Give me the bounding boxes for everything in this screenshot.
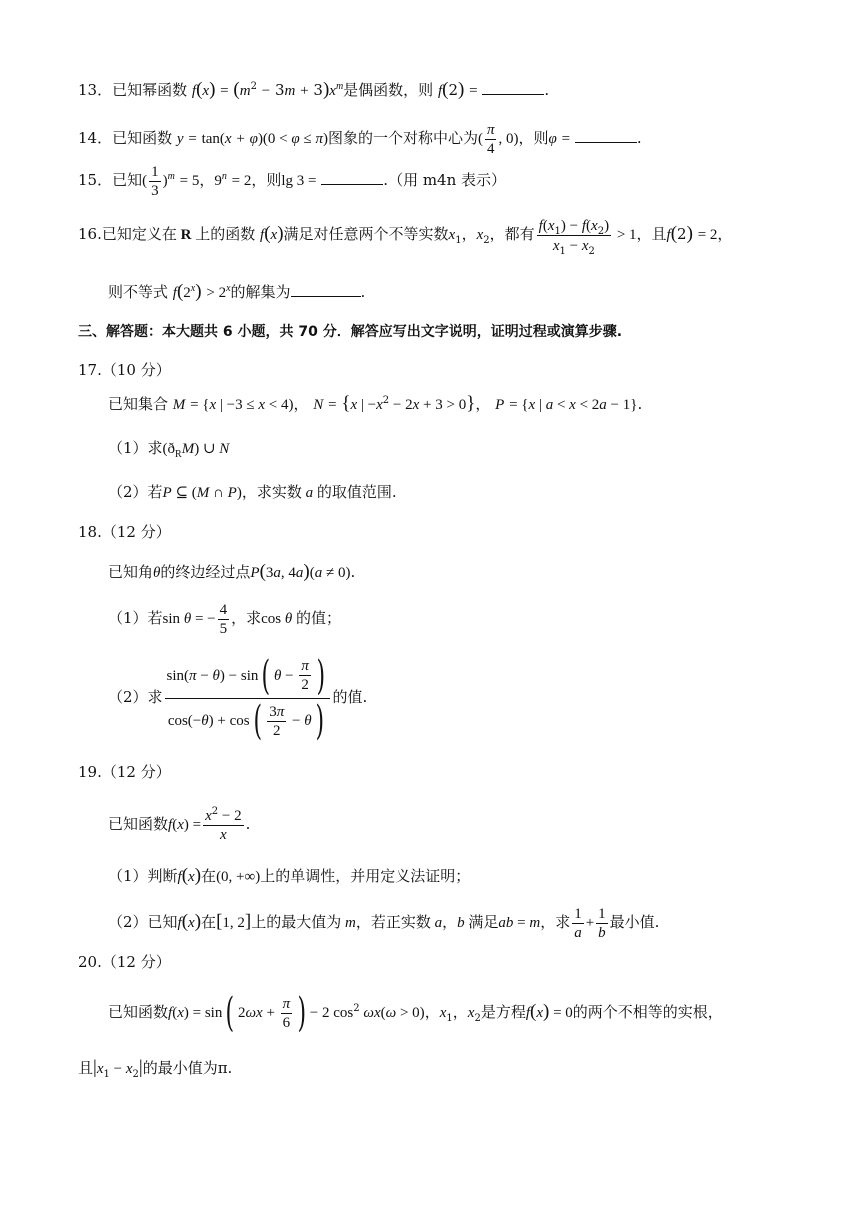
fraction: sin(π − θ) − sin( θ − $\frac{\pi}{2}$ ) cos(−θ) + cos( $\frac{3\pi}{2}$ − θ)	[165, 656, 331, 741]
question-17-stem: 已知集合 M = {x | −3 ≤ x < 4)， N = {x | $-x^2 - 2x + 3 > 0$}， P = {x | a < x < 2a − 1}.	[108, 393, 643, 414]
question-13: 13．已知幂函数 $f(x) = (m^2 - 3m + 3)x^m$是偶函数，则 f(2) = .	[78, 79, 550, 100]
answer-blank[interactable]	[575, 126, 637, 143]
fraction: $\frac{\pi}{4}$	[486, 121, 495, 157]
answer-blank[interactable]	[291, 280, 361, 297]
question-number: 16.	[78, 225, 102, 243]
fraction: $\frac{\pi}{6}$	[282, 995, 291, 1031]
question-19-part-1: （1）判断f(x)在(0, +∞)上的单调性，并用定义法证明；	[108, 865, 471, 886]
fraction: $\frac{1}{a}$	[574, 905, 582, 941]
question-18-stem: 已知角θ的终边经过点P(3a, 4a)(a ≠ 0).	[108, 561, 356, 582]
question-16: 16.已知定义在 R 上的函数 f(x)满足对任意两个不等实数$x_1$，$x_2$，都有 $\frac{f(x_1) - f(x_2)}{x_1 - x_2}$ > 1，且f(2) = 2，	[78, 217, 733, 257]
fraction: $\frac{x^2 - 2}{x}$	[205, 806, 242, 843]
question-20-header: 20.（12 分）	[78, 953, 171, 971]
question-18-part-1: （1）若sin θ = − $\frac{4}{5}$ ，求cos θ 的值；	[108, 601, 342, 637]
fraction: $\frac{1}{b}$	[598, 905, 606, 941]
fraction: $\frac{f(x_1) - f(x_2)}{x_1 - x_2}$	[538, 217, 610, 257]
question-16-line-2: 则不等式 $f(2^x) > 2^x$的解集为 .	[108, 281, 366, 302]
question-19-stem: 已知函数f(x) = $\frac{x^2 - 2}{x}$ .	[108, 806, 251, 843]
question-17-part-1: （1）求$(ð_RM)$ ∪ N	[108, 439, 230, 460]
math-expr: f	[191, 83, 197, 99]
question-19-header: 19.（12 分）	[78, 763, 171, 781]
fraction: $\frac{1}{3}$	[151, 163, 159, 199]
question-19-part-2: （2）已知f(x)在[1, 2]上的最大值为 m，若正实数 a，b 满足ab = m，求 $\frac{1}{a}$ + $\frac{1}{b}$ 最小值.	[108, 905, 660, 941]
question-20-stem: 已知函数f(x) = sin( 2ωx + $\frac{\pi}{6}$ ) − 2 $\cos^2 \omega x(\omega > 0)$，$x_1$，$x_2$是方程f(x) = 0的两个不相等的实根，	[108, 990, 723, 1036]
question-number: 14．	[78, 129, 113, 147]
question-17-header: 17.（10 分）	[78, 361, 171, 379]
fraction: $\frac{4}{5}$	[219, 601, 228, 637]
question-18-part-2: （2）求 sin(π − θ) − sin( θ − $\frac{\pi}{2}$ ) cos(−θ) + cos( $\frac{3\pi}{2}$ − θ) 的值.	[108, 652, 368, 744]
question-14: 14．已知函数 y = tan(x + φ)(0 < φ ≤ π)图象的一个对称中心为( $\frac{\pi}{4}$ , 0)，则φ = .	[78, 121, 642, 157]
question-20-line-2: 且$|x_1 - x_2|$的最小值为π.	[78, 1057, 233, 1080]
question-15: 15．已知( $\frac{1}{3}$ )$^m$ = 5，9$^n$ = 2，则lg 3 = .（用 m4n 表示）	[78, 163, 507, 199]
answer-blank[interactable]	[321, 168, 383, 185]
question-number: 15．	[78, 171, 113, 189]
answer-blank[interactable]	[482, 78, 544, 95]
question-18-header: 18.（12 分）	[78, 523, 171, 541]
question-17-part-2: （2）若P ⊆ (M ∩ P)，求实数 a 的取值范围.	[108, 483, 397, 501]
section-heading: 三、解答题：本大题共 6 小题，共 70 分．解答应写出文字说明，证明过程或演算步骤.	[78, 324, 623, 340]
question-number: 13．	[78, 81, 113, 99]
